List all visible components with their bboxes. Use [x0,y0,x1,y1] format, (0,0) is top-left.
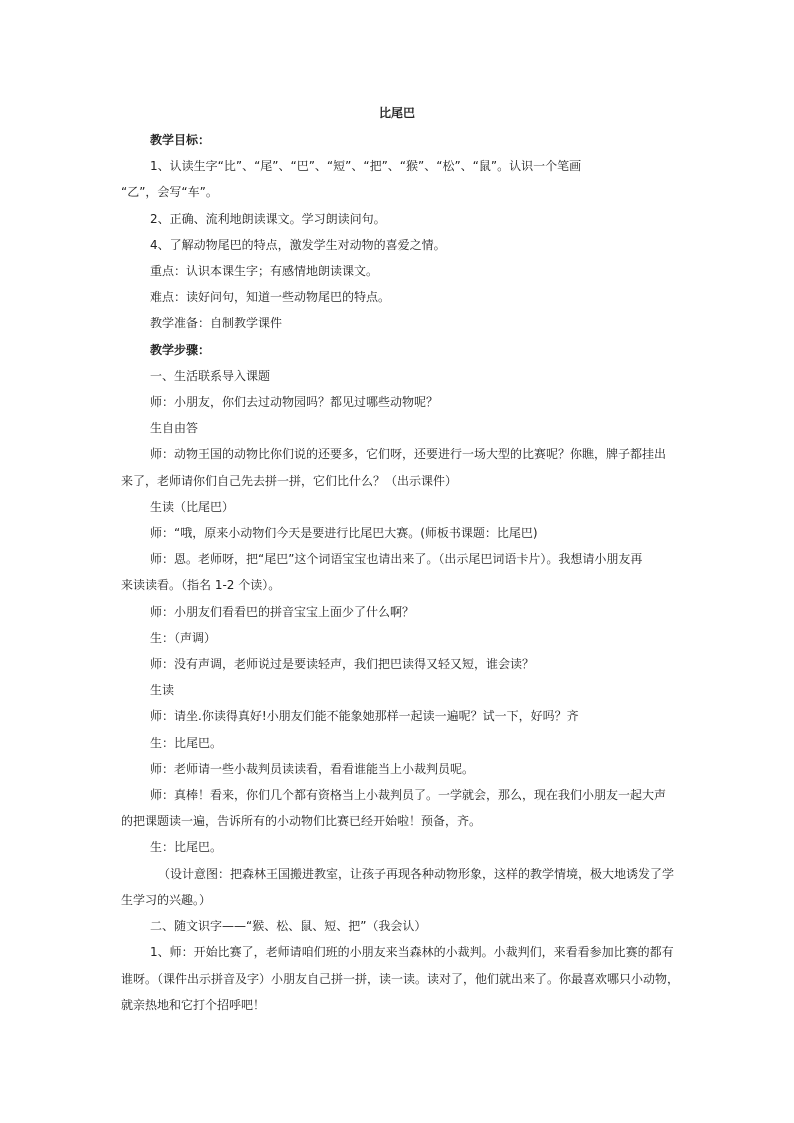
text-line: 来了，老师请你们自己先去拼一拼，它们比什么？（出示课件） [121,473,458,488]
text-line: 师：恩。老师呀，把“尾巴”这个词语宝宝也请出来了。（出示尾巴词语卡片）。我想请小朋友再 [150,552,643,567]
text-line: 1、师：开始比赛了，老师请咱们班的小朋友来当森林的小裁判。小裁判们，来看看参加比赛的都有 [150,945,674,960]
text-line: 难点：读好问句，知道一些动物尾巴的特点。 [150,290,391,305]
text-line: 师：“哦，原来小动物们今天是要进行比尾巴大赛。(师板书课题：比尾巴) [150,526,538,541]
document-body [121,127,680,1018]
text-line: 生：比尾巴。 [150,735,223,750]
text-line: 来读读看。（指名 1-2 个读）。 [121,578,281,593]
text-line: 师：请坐.你读得真好!小朋友们能不能象她那样一起读一遍呢？试一下，好吗？齐 [150,709,579,724]
text-line: 师：没有声调，老师说过是要读轻声，我们把巴读得又轻又短，谁会读？ [150,657,535,672]
text-line: 生：（声调） [150,630,217,645]
text-line: 生读（比尾巴） [150,499,235,514]
text-line: 重点：认识本课生字；有感情地朗读课文。 [150,264,379,279]
text-line: 生读 [150,683,175,698]
text-line: 生：比尾巴。 [150,840,223,855]
text-line: 师：动物王国的动物比你们说的还要多，它们呀，还要进行一场大型的比赛呢？你瞧，牌子都挂出 [150,447,667,462]
text-line: 教学步骤： [150,342,211,357]
text-line: 一、生活联系导入课题 [150,368,271,383]
text-line: 生学习的兴趣。） [121,892,212,907]
document-title: 比尾巴 [378,106,415,120]
text-line: 二、随文识字——“猴、松、鼠、短、把”（我会认） [150,919,427,934]
text-line: 就亲热地和它打个招呼吧！ [121,997,266,1012]
text-line: 4、了解动物尾巴的特点，激发学生对动物的喜爱之情。 [150,237,446,252]
text-line: 2、正确、流利地朗读课文。学习朗读问句。 [150,211,386,226]
text-line: 的把课题读一遍，告诉所有的小动物们比赛已经开始啦！预备，齐。 [121,814,482,829]
text-line: 1、认读生字“比”、“尾”、“巴”、“短”、“把”、“猴”、“松”、“鼠”。认识一个笔画 [150,159,582,174]
text-line: 生自由答 [150,421,199,436]
text-line: 教学目标： [150,133,211,147]
text-line: 师：小朋友们看看巴的拼音宝宝上面少了什么啊？ [150,604,415,619]
text-line: 师：真棒！看来，你们几个都有资格当上小裁判员了。一学就会，那么，现在我们小朋友一起大声 [150,788,667,803]
text-line: “乙”，会写“车”。 [121,185,218,200]
text-line: （设计意图：把森林王国搬进教室，让孩子再现各种动物形象，这样的教学情境，极大地诱发了学 [158,866,675,881]
text-line: 教学准备：自制教学课件 [150,316,283,331]
text-line: 谁呀。（课件出示拼音及字）小朋友自己拼一拼，读一读。读对了，他们就出来了。你最喜欢哪只小动物， [121,971,680,986]
text-line: 师：小朋友，你们去过动物园吗？都见过哪些动物呢？ [150,395,439,410]
text-line: 师：老师请一些小裁判员读读看，看看谁能当上小裁判员呢。 [150,761,475,776]
